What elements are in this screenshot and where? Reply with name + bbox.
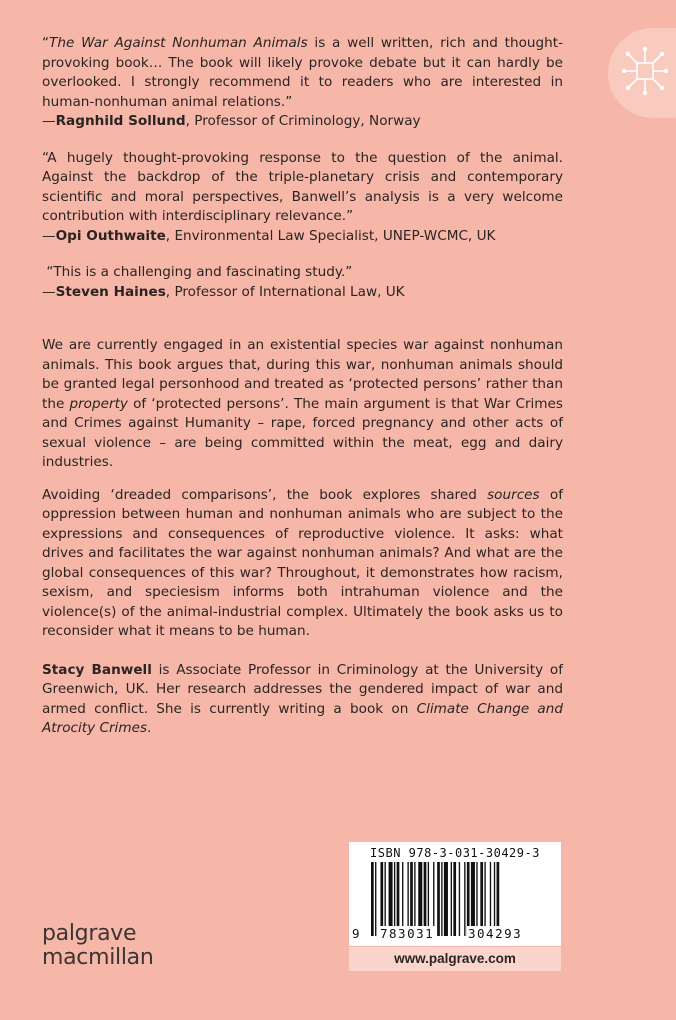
publisher-url[interactable]: www.palgrave.com	[349, 947, 561, 971]
review-3-quote: “This is a challenging and fascinating study.”	[42, 264, 353, 280]
review-2-role: , Environmental Law Specialist, UNEP-WCMC, UK	[165, 227, 496, 244]
barcode-bar	[441, 862, 442, 936]
barcode-bar	[394, 862, 395, 936]
author-bio: Stacy Banwell is Associate Professor in Criminology at the University of Greenwich, UK. Her research addresses the gendered impact of war and armed conflict. She is currently writing a book on Climate Change and Atrocity Crimes.	[42, 661, 564, 736]
review-1-author: Ragnhild Sollund	[55, 113, 186, 129]
description-paragraph-1: We are currently engaged in an existential species war against nonhuman animals. This book argues that, during this war, nonhuman animals should be granted legal personhood and treated as ‘protected persons’ rather than the property of ‘protected persons’. The main argument is that War Crimes and Crimes against Humanity – rape, forced pregnancy and other acts of sexual violence – are being committed within the meat, egg and dairy industries.	[42, 337, 563, 470]
review-3-author: Steven Haines	[55, 283, 166, 300]
review-2-quote: “A hugely thought-provoking response to the question of the animal. Against the backdrop of the triple-planetary crisis and contemporary scientific and moral perspectives, Banwell’s analysis is a very welcome contribution with interdisciplinary relevance.”	[42, 149, 563, 224]
barcode-bar	[380, 862, 383, 936]
barcode-bar	[424, 862, 427, 936]
author-bio-name: Stacy Banwell	[42, 661, 152, 678]
review-3-attribution: —Steven Haines, Professor of International Law, UK	[42, 283, 405, 300]
barcode-bar	[459, 862, 460, 936]
barcode-bar	[397, 862, 400, 936]
review-1-book-title: The War Against Nonhuman Animals	[49, 35, 308, 51]
barcode-bar	[444, 862, 448, 936]
barcode-right-digits: 304293	[468, 926, 523, 941]
back-cover-text	[42, 34, 563, 752]
review-1-quote: “The War Against Nonhuman Animals is a well written, rich and thought-provoking book… The book will likely provoke debate but it can hardly be overlooked. I strongly recommend it to readers who are interested in human-nonhuman animal relations.”	[42, 35, 563, 110]
review-2-author: Opi Outhwaite	[55, 227, 166, 244]
barcode-bar	[402, 862, 403, 936]
barcode-bar	[414, 862, 415, 936]
barcode-bar	[433, 862, 434, 936]
barcode-bar	[453, 862, 456, 936]
barcode-bar	[385, 862, 386, 936]
review-1-role: , Professor of Criminology, Norway	[185, 113, 421, 129]
barcode-bar	[389, 862, 393, 936]
review-1-attribution: —Ragnhild Sollund, Professor of Criminology, Norway	[42, 113, 421, 129]
barcode-bar	[497, 862, 500, 936]
barcode-bar	[437, 862, 440, 936]
barcode-bar	[371, 862, 374, 936]
description-paragraph-2: Avoiding ‘dreaded comparisons’, the book explores shared sources of oppression between human and nonhuman animals who are subject to the expressions and consequences of reproductive violence. It asks: what drives and facilitates the war against nonhuman animals? And what are the global consequences of this war? Throughout, it demonstrates how racism, sexism, and speciesism informs both intrahuman violence and the violence(s) of the animal-industrial complex. Ultimately the book asks us to reconsider what it means to be human.	[42, 486, 563, 639]
barcode-bar	[484, 862, 485, 936]
barcode-bar	[375, 862, 376, 936]
review-2-attribution: —Opi Outhwaite, Environmental Law Specialist, UNEP-WCMC, UK	[42, 227, 496, 244]
review-2	[42, 149, 563, 247]
barcode-bar	[480, 862, 483, 936]
logo-line-2: macmillan	[42, 945, 154, 970]
barcode-bar	[410, 862, 413, 936]
barcode-left-digits: 783031	[380, 926, 435, 941]
review-3-role: , Professor of International Law, UK	[165, 283, 405, 300]
isbn-label: ISBN 978-3-031-30429-3	[370, 846, 540, 860]
barcode-bar	[428, 862, 429, 936]
palgrave-macmillan-logo	[42, 922, 154, 970]
barcode-bar	[476, 862, 477, 936]
logo-line-1: palgrave	[42, 921, 137, 946]
network-node-icon	[620, 43, 670, 103]
barcode-bar	[494, 862, 495, 936]
barcode-bar	[464, 862, 465, 936]
isbn-barcode	[349, 842, 561, 946]
review-3	[42, 263, 563, 302]
barcode-bar	[451, 862, 452, 936]
barcode-bar	[471, 862, 475, 936]
barcode-bar	[407, 862, 408, 936]
review-1	[42, 34, 563, 132]
barcode-first-digit: 9	[352, 926, 360, 941]
barcode-bar	[418, 862, 422, 936]
series-badge	[608, 28, 676, 118]
barcode-bar	[490, 862, 491, 936]
barcode-bar	[467, 862, 470, 936]
